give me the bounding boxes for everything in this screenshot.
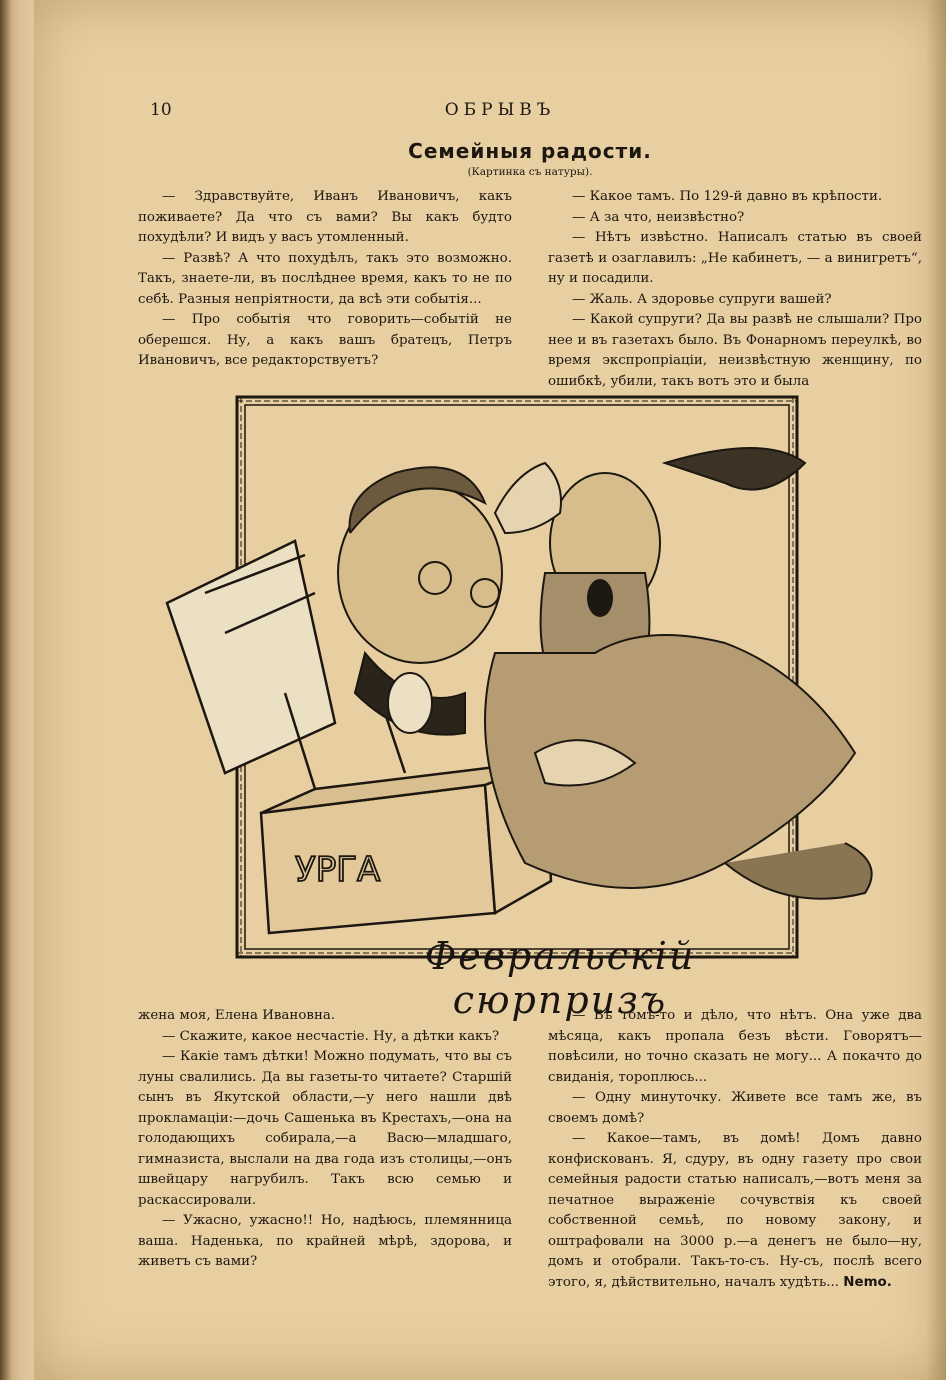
paragraph: — Про событія что говорить—событій не оберешся. Ну, а какъ вашъ братецъ, Петръ Ивановичъ, все редакторствуетъ? xyxy=(138,312,512,368)
paragraph: — Здравствуйте, Иванъ Ивановичъ, какъ поживаете? Да что съ вами? Вы какъ будто похудѣли? И видъ у васъ утомленный. xyxy=(138,189,512,245)
paragraph: — Какой супруги? Да вы развѣ не слышали? Про нее и въ газетахъ было. Въ Фонарномъ переулкѣ, во время экспропріаціи, неизвѣстную женщину, по ошибкѣ, убили, такъ вотъ это и была xyxy=(548,312,922,389)
illustration-caption: Февральскій сюрпризъ xyxy=(424,934,696,1022)
column-bottom-left xyxy=(138,1006,512,1273)
article-title: Семейныя радости. xyxy=(408,139,652,163)
paragraph: — Скажите, какое несчастіе. Ну, а дѣтки какъ? xyxy=(162,1028,500,1044)
page-edge xyxy=(0,0,34,1380)
column-top-left xyxy=(138,187,512,372)
paragraph: жена моя, Елена Ивановна. xyxy=(138,1008,336,1023)
column-top-right xyxy=(548,187,922,392)
journal-title: ОБРЫВЪ xyxy=(444,100,556,120)
column-bottom-right xyxy=(548,1006,922,1293)
cartoon-illustration xyxy=(165,393,905,988)
page-number: 10 xyxy=(150,100,172,120)
box-label: УРГА xyxy=(295,850,381,890)
paragraph: — Развѣ? А что похудѣлъ, такъ это возможно. Такъ, знаете-ли, въ послѣднее время, какъ то не по себѣ. Разныя непріятности, да всѣ эти событія... xyxy=(138,250,512,307)
paragraph: — Какіе тамъ дѣтки! Можно подумать, что вы съ луны свалились. Да вы газеты-то читаете? Старшій сынъ въ Якутской области,—у него нашли двѣ прокламаціи:—дочь Сашенька въ Крестахъ,—она на голодающихъ собирала,—а Васю—младшаго, гимназиста, выслали на два года изъ столицы,—онъ швейцару нагрубилъ. Такъ всю семью и раскассировали. xyxy=(138,1049,512,1208)
paragraph-text: — Какое—тамъ, въ домѣ! Домъ давно конфискованъ. Я, сдуру, въ одну газету про свои семейныя радости статью написалъ,—вотъ меня за печатное выраженіе сочувствія къ своей собственной семьѣ, по новому закону, и оштрафовали на 3000 р.—а денегъ не было—ну, домъ и отобрали. Такъ-то-съ. Ну-съ, послѣ всего этого, я, дѣйствительно, началъ худѣть... xyxy=(548,1131,922,1290)
author-signature: Nemo. xyxy=(843,1274,892,1290)
paragraph xyxy=(548,1129,922,1293)
paragraph: — Въ томъ-то и дѣло, что нѣтъ. Она уже два мѣсяца, какъ пропала безъ вѣсти. Говорятъ—повѣсили, но точно сказать не могу... А покачто до свиданія, тороплюсь... xyxy=(548,1008,922,1085)
article-subtitle: (Картинка съ натуры). xyxy=(467,166,593,178)
paragraph: — Одну минуточку. Живете все тамъ же, въ своемъ домѣ? xyxy=(548,1090,922,1126)
paragraph: — Нѣтъ извѣстно. Написалъ статью въ своей газетѣ и озаглавилъ: „Не кабинетъ, — а винигретъ“, ну и посадили. xyxy=(548,230,922,286)
paragraph: — Ужасно, ужасно!! Но, надѣюсь, племянница ваша. Наденька, по крайней мѣрѣ, здорова, и живетъ съ вами? xyxy=(138,1213,512,1269)
figure-left xyxy=(338,467,502,734)
page-shadow xyxy=(926,0,946,1380)
hand-sketch xyxy=(495,463,561,533)
paragraph: — Жаль. А здоровье супруги вашей? xyxy=(572,291,832,307)
paragraph: — Какое тамъ. По 129-й давно въ крѣпости. xyxy=(572,189,883,204)
paragraph: — А за что, неизвѣстно? xyxy=(572,209,745,225)
